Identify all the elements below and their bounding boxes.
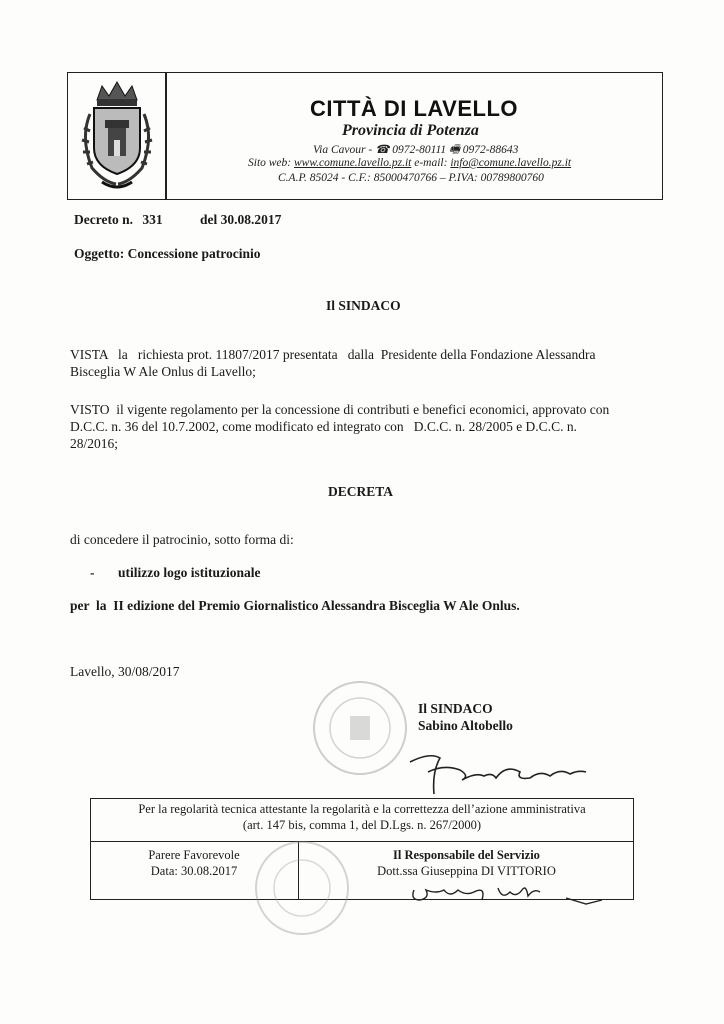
visto-line-2: D.C.C. n. 36 del 10.7.2002, come modificato ed integrato con D.C.C. n. 28/2005 e D.C.C. n. [70, 419, 577, 434]
province-name: Provincia di Potenza [342, 122, 479, 139]
visto-line-3: 28/2016; [70, 436, 119, 451]
email-link[interactable]: info@comune.lavello.pz.it [450, 157, 572, 169]
opinion-caption-line-1: Per la regolarità tecnica attestante la regolarità e la correttezza dell’azione amministrativa [138, 802, 586, 816]
address: Via Cavour - [313, 144, 373, 156]
purpose-text: per la II edizione del Premio Giornalistico Alessandra Bisceglia W Ale Onlus. [70, 598, 520, 613]
bullet-dash: - [90, 565, 95, 580]
fax-number: 0972-88643 [462, 144, 519, 156]
phone-number: 0972-80111 [392, 144, 447, 156]
grant-text: di concedere il patrocinio, sotto forma di: [70, 532, 294, 547]
decree-number [74, 212, 163, 228]
fiscal-codes: C.A.P. 85024 - C.F.: 85000470766 – P.IVA: 00789800760 [278, 172, 544, 184]
city-name: CITTÀ DI LAVELLO [310, 96, 519, 121]
decree-number-label: Decreto n. [74, 212, 133, 227]
responsible-signature-icon [406, 878, 616, 908]
coat-of-arms-icon [72, 78, 162, 194]
opinion-caption [90, 801, 634, 833]
web-label: Sito web: [248, 157, 292, 169]
opinion-value: Parere Favorevole [148, 848, 240, 862]
website-link[interactable]: www.comune.lavello.pz.it [294, 157, 412, 169]
decree-subject: Oggetto: Concessione patrocinio [74, 246, 261, 261]
opinion-caption-line-2: (art. 147 bis, comma 1, del D.Lgs. n. 267/2000) [242, 818, 482, 832]
responsible-name: Dott.ssa Giuseppina DI VITTORIO [377, 864, 556, 878]
mayor-signature-icon [400, 742, 600, 802]
office-stamp-icon [252, 838, 352, 938]
signatory-role: Il SINDACO [418, 701, 493, 716]
bullet-logo-use: utilizzo logo istituzionale [118, 565, 261, 580]
place-date: Lavello, 30/08/2017 [70, 664, 180, 679]
phone-icon: ☎ [375, 144, 390, 156]
visto-line-1: VISTO il vigente regolamento per la concessione di contributi e benefici economici, approvato con [70, 402, 610, 417]
mayor-heading: Il SINDACO [326, 298, 401, 313]
decree-date: del 30.08.2017 [200, 212, 282, 227]
municipal-stamp-icon [310, 678, 410, 778]
table-divider-h [90, 841, 634, 842]
opinion-date: Data: 30.08.2017 [150, 864, 238, 878]
email-label: e-mail: [414, 157, 448, 169]
responsible-role: Il Responsabile del Servizio [393, 848, 540, 862]
fax-icon: 🖷 [449, 144, 460, 156]
vista-line-1: VISTA la richiesta prot. 11807/2017 presentata dalla Presidente della Fondazione Alessandra [70, 347, 596, 362]
decreta-heading: DECRETA [328, 484, 394, 499]
decree-number-value: 331 [142, 212, 163, 227]
web-line [248, 157, 571, 169]
signatory-name: Sabino Altobello [418, 718, 513, 733]
vista-line-2: Bisceglia W Ale Onlus di Lavello; [70, 364, 256, 379]
letterhead-divider [165, 72, 167, 200]
